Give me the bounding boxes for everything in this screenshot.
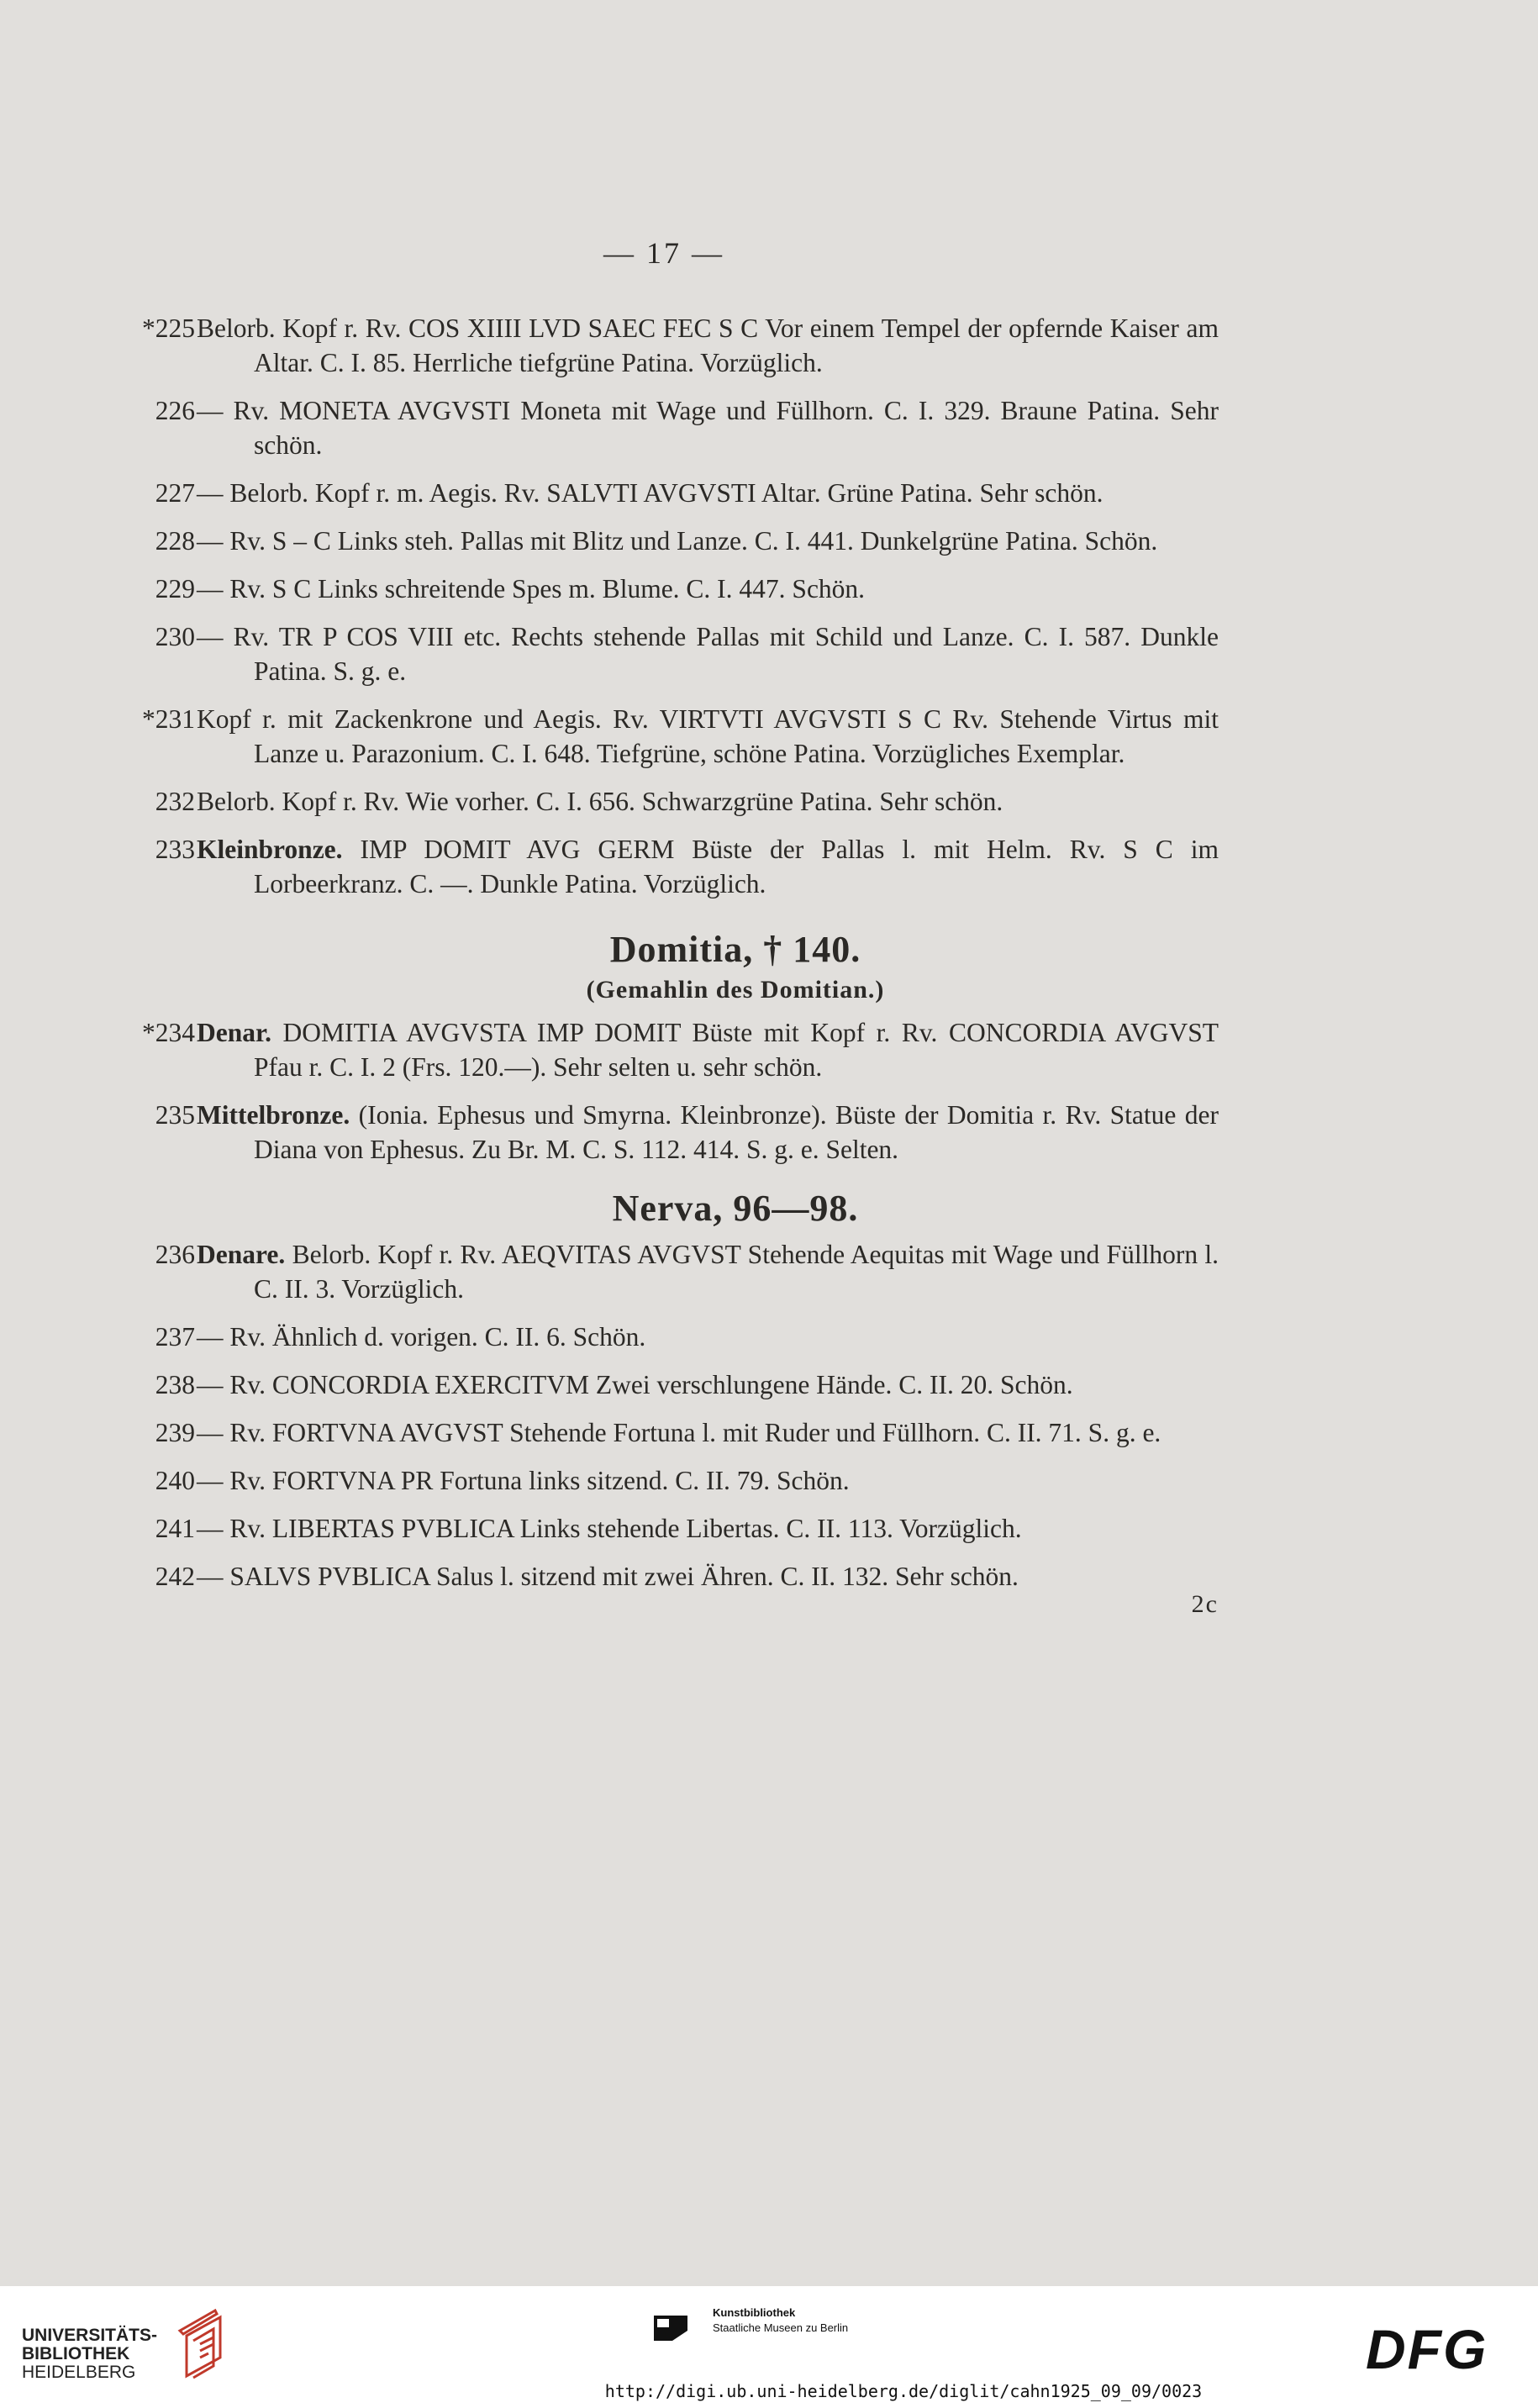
entry-category: Kleinbronze. [197,835,343,864]
ditto-dash: — [197,1514,224,1543]
entry-text [197,1511,1219,1546]
entry-number: 232 [155,787,195,816]
catalog-entry [109,784,1219,819]
entries-group-domitian [109,311,1219,901]
ditto-dash: — [197,478,224,508]
entry-description: Rv. LIBERTAS PVBLICA Links stehende Libertas. C. II. 113. Vorzüglich. [229,1514,1022,1543]
entry-number: 238 [155,1370,195,1399]
library-name [22,2326,157,2382]
ditto-dash: — [197,1370,224,1399]
entries-group-nerva [109,1237,1219,1594]
entry-text [197,1098,1219,1167]
entry-number: 230 [155,622,195,651]
dfg-logo: DFG [1366,2318,1488,2380]
catalog-entry [109,572,1219,606]
entry-description: Rv. S C Links schreitende Spes m. Blume. C. I. 447. Schön. [229,574,866,603]
entry-text [197,1237,1219,1306]
ditto-dash: — [197,526,224,556]
kunstbibliothek-name [713,2305,848,2336]
entry-description: Belorb. Kopf r. m. Aegis. Rv. SALVTI AVGVSTI Altar. Grüne Patina. Sehr schön. [229,478,1103,508]
page-number: — 17 — [603,236,724,270]
kunstbibliothek-logo-icon [654,2307,687,2349]
catalog-entry [109,1098,1219,1167]
catalog-entry [109,1320,1219,1354]
entry-number: *225 [142,314,195,343]
entry-text [197,784,1219,819]
entry-number: 226 [155,396,195,425]
ditto-dash: — [197,1466,224,1495]
entry-text [197,476,1219,510]
page-url[interactable]: http://digi.ub.uni-heidelberg.de/diglit/cahn1925_09_09/0023 [604,2381,1203,2401]
entry-description: SALVS PVBLICA Salus l. sitzend mit zwei Ähren. C. II. 132. Sehr schön. [229,1562,1019,1591]
ditto-dash: — [197,622,224,651]
entry-description: (Ionia. Ephesus und Smyrna. Kleinbronze). Büste der Domitia r. Rv. Statue der Diana von Ephesus. Zu Br. M. C. S. 112. 414. S. g. e. Selten. [254,1100,1219,1164]
catalog-entry [109,524,1219,558]
catalog-entry [109,1415,1219,1450]
kb-name-line1: Kunstbibliothek [713,2306,796,2319]
entry-description: Belorb. Kopf r. Rv. AEQVITAS AVGVST Stehende Aequitas mit Wage und Füllhorn l. C. II. 3. Vorzüglich. [254,1240,1219,1304]
catalog-entries [109,311,1219,1632]
entry-text [197,393,1219,462]
catalog-entry [109,1559,1219,1594]
entry-number: 229 [155,574,195,603]
entry-description: Kopf r. mit Zackenkrone und Aegis. Rv. VIRTVTI AVGVSTI S C Rv. Stehende Virtus mit Lanze u. Parazonium. C. I. 648. Tiefgrüne, schöne Patina. Vorzügliches Exemplar. [197,704,1219,768]
catalog-entry [109,1237,1219,1306]
entry-number: 240 [155,1466,195,1495]
entry-text [197,311,1219,380]
entry-number: 235 [155,1100,195,1130]
catalog-entry [109,393,1219,462]
library-name-line1: UNIVERSITÄTS- [22,2326,158,2345]
entry-text [197,619,1219,688]
entry-text [197,1559,1219,1594]
signature-mark: 2c [1191,1590,1219,1618]
entry-number: 239 [155,1418,195,1447]
entry-description: Rv. CONCORDIA EXERCITVM Zwei verschlungene Hände. C. II. 20. Schön. [229,1370,1073,1399]
catalog-entry [109,476,1219,510]
entry-description: Rv. Ähnlich d. vorigen. C. II. 6. Schön. [229,1322,646,1352]
catalog-entry [109,702,1219,771]
catalog-entry [109,619,1219,688]
ditto-dash: — [197,1562,224,1591]
entry-category: Denare. [197,1240,286,1269]
entry-description: Rv. MONETA AVGVSTI Moneta mit Wage und Füllhorn. C. I. 329. Braune Patina. Sehr schön. [233,396,1219,460]
kb-name-line2: Staatliche Museen zu Berlin [713,2321,849,2334]
entry-text [197,1463,1219,1498]
entry-category: Mittelbronze. [197,1100,350,1130]
entry-text [197,1320,1219,1354]
ditto-dash: — [197,574,224,603]
library-name-line2: BIBLIOTHEK [22,2344,130,2363]
entry-number: 228 [155,526,195,556]
entry-text [197,572,1219,606]
library-name-line3: HEIDELBERG [22,2363,136,2382]
entry-text [197,1367,1219,1402]
entry-number: 237 [155,1322,195,1352]
entry-number: 242 [155,1562,195,1591]
catalog-entry [109,1367,1219,1402]
entry-number: *234 [142,1018,195,1047]
entry-text [197,702,1219,771]
catalog-entry [109,1511,1219,1546]
entry-text [197,1415,1219,1450]
entry-number: 241 [155,1514,195,1543]
ditto-dash: — [197,1322,224,1352]
entry-number: 227 [155,478,195,508]
entry-description: IMP DOMIT AVG GERM Büste der Pallas l. mit Helm. Rv. S C im Lorbeerkranz. C. —. Dunkle Patina. Vorzüglich. [254,835,1219,898]
entry-description: DOMITIA AVGVSTA IMP DOMIT Büste mit Kopf r. Rv. CONCORDIA AVGVST Pfau r. C. I. 2 (Frs. 120.—). Sehr selten u. sehr schön. [254,1018,1219,1082]
entry-number: 233 [155,835,195,864]
entries-group-domitia [109,1015,1219,1167]
entry-description: Rv. TR P COS VIII etc. Rechts stehende Pallas mit Schild und Lanze. C. I. 587. Dunkle Patina. S. g. e. [233,622,1219,686]
entry-description: Belorb. Kopf r. Rv. COS XIIII LVD SAEC FEC S C Vor einem Tempel der opfernde Kaiser am Altar. C. I. 85. Herrliche tiefgrüne Patina. Vorzüglich. [197,314,1219,377]
entry-text [197,1015,1219,1084]
entry-number: 236 [155,1240,195,1269]
entry-description: Belorb. Kopf r. Rv. Wie vorher. C. I. 656. Schwarzgrüne Patina. Sehr schön. [197,787,1003,816]
entry-text [197,832,1219,901]
entry-description: Rv. FORTVNA AVGVST Stehende Fortuna l. mit Ruder und Füllhorn. C. II. 71. S. g. e. [229,1418,1161,1447]
catalog-entry [109,832,1219,901]
entry-description: Rv. FORTVNA PR Fortuna links sitzend. C. II. 79. Schön. [229,1466,850,1495]
catalog-entry [109,1015,1219,1084]
entry-category: Denar. [197,1018,271,1047]
catalog-entry [109,1463,1219,1498]
ditto-dash: — [197,1418,224,1447]
entry-text [197,524,1219,558]
section-title-domitia: Domitia, † 140. [609,929,861,970]
entry-description: Rv. S – C Links steh. Pallas mit Blitz und Lanze. C. I. 441. Dunkelgrüne Patina. Schön. [229,526,1158,556]
ditto-dash: — [197,396,224,425]
section-title-nerva: Nerva, 96—98. [612,1188,859,1229]
catalog-entry [109,311,1219,380]
entry-number: *231 [142,704,195,734]
section-subtitle-domitia: (Gemahlin des Domitian.) [586,976,885,1004]
